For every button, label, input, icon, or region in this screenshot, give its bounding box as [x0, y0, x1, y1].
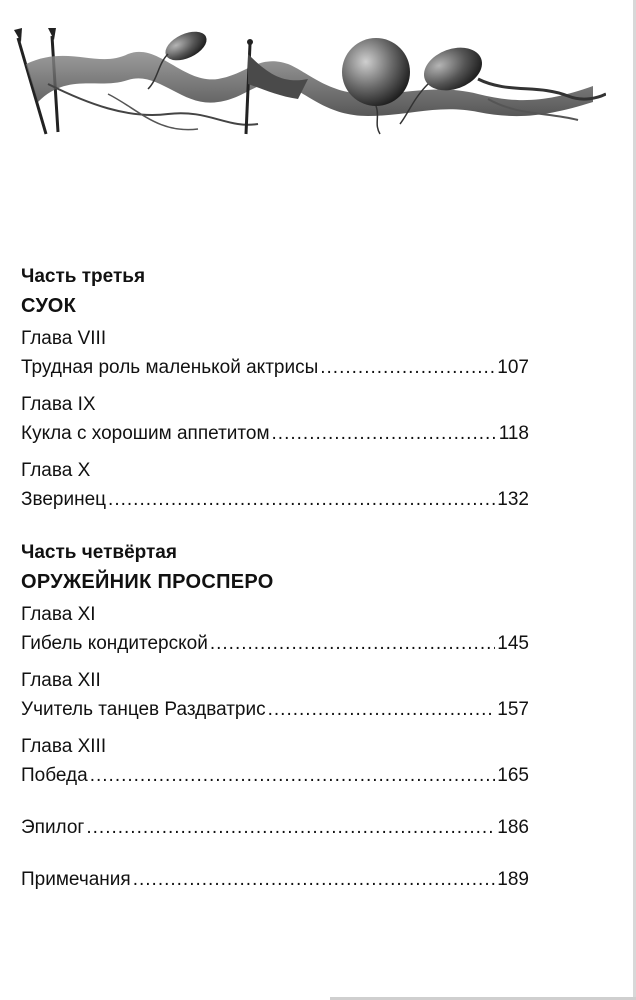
- part-title: СУОК: [21, 295, 77, 317]
- chapter-number: Глава XII: [21, 670, 101, 691]
- chapter-title: Зверинец: [21, 489, 107, 510]
- chapter-number: Глава XIII: [21, 736, 107, 757]
- part-label: Часть третья: [21, 266, 146, 287]
- toc-line: [21, 487, 529, 517]
- epilogue-line: [21, 815, 529, 845]
- dot-leader: [272, 421, 497, 447]
- chapter-entry: [21, 735, 529, 793]
- page-number: 132: [497, 489, 529, 510]
- chapter-title: Трудная роль маленькой актрисы: [21, 357, 319, 378]
- part-four: [21, 541, 529, 793]
- toc-line: [21, 421, 529, 451]
- chapter-entry: [21, 459, 529, 517]
- notes-line: [21, 867, 529, 897]
- chapter-number: Глава VIII: [21, 328, 107, 349]
- dot-leader: [108, 487, 495, 513]
- page-number: 107: [497, 357, 529, 378]
- chapter-title: Учитель танцев Раздватрис: [21, 699, 266, 720]
- page-number: 186: [497, 817, 529, 838]
- epilogue-title: Эпилог: [21, 817, 85, 838]
- part-label: Часть четвёртая: [21, 542, 177, 563]
- dot-leader: [133, 867, 496, 893]
- page-number: 165: [497, 765, 529, 786]
- spacer: [21, 517, 529, 541]
- dot-leader: [86, 815, 495, 841]
- toc-line: [21, 355, 529, 385]
- chapter-entry: [21, 327, 529, 385]
- toc-line: [21, 631, 529, 661]
- dot-leader: [210, 631, 495, 657]
- toc-line: [21, 697, 529, 727]
- part-title: ОРУЖЕЙНИК ПРОСПЕРО: [21, 571, 274, 593]
- notes-title: Примечания: [21, 869, 131, 890]
- chapter-title: Гибель кондитерской: [21, 633, 208, 654]
- page-number: 157: [497, 699, 529, 720]
- chapter-entry: [21, 603, 529, 661]
- dot-leader: [268, 697, 496, 723]
- table-of-contents: [21, 265, 529, 897]
- page-number: 145: [497, 633, 529, 654]
- page-number: 118: [498, 423, 529, 444]
- chapter-entry: [21, 669, 529, 727]
- part-three: [21, 265, 529, 517]
- dot-leader: [90, 763, 496, 789]
- toc-line: [21, 763, 529, 793]
- chapter-number: Глава IX: [21, 394, 96, 415]
- chapter-title: Победа: [21, 765, 88, 786]
- chapter-title: Кукла с хорошим аппетитом: [21, 423, 270, 444]
- dot-leader: [320, 355, 495, 381]
- page-number: 189: [497, 869, 529, 890]
- balloons-ribbons-illustration: [8, 24, 606, 154]
- chapter-number: Глава X: [21, 460, 91, 481]
- chapter-entry: [21, 393, 529, 451]
- chapter-number: Глава XI: [21, 604, 96, 625]
